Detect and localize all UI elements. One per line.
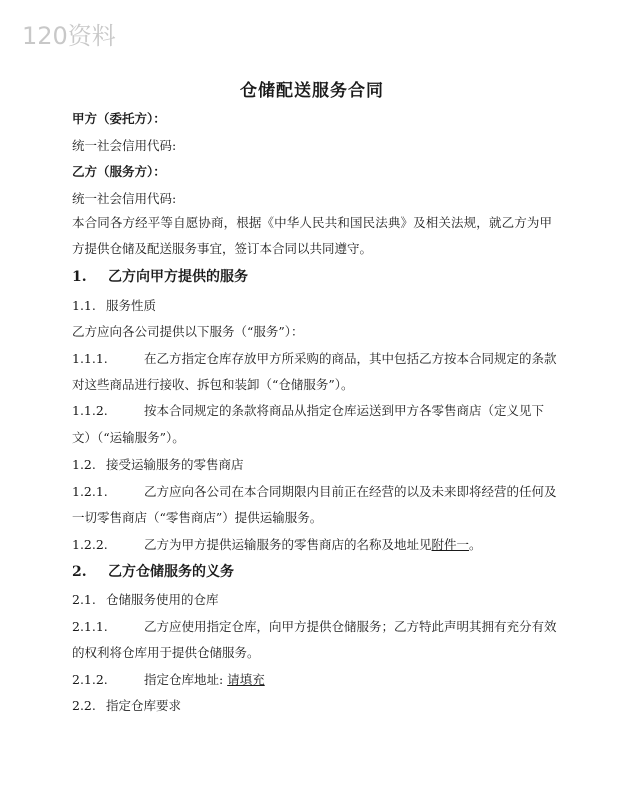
section-1-title: 乙方向甲方提供的服务 xyxy=(108,269,248,285)
clause-1-1-2-number: 1.1.2. xyxy=(72,403,108,418)
clause-1-2-number: 1.2. xyxy=(72,457,96,472)
party-a-label: 甲方（委托方）： xyxy=(72,111,166,126)
clause-1-2-2 xyxy=(72,534,482,556)
clause-2-1-1-line1 xyxy=(72,616,557,638)
clause-2-1-1-text-a: 乙方应使用指定仓库，向甲方提供仓储服务；乙方特此声明其拥有充分有效 xyxy=(144,619,557,634)
clause-1-1 xyxy=(72,295,156,317)
clause-1-2-1-number: 1.2.1. xyxy=(72,484,108,499)
clause-2-2 xyxy=(72,695,181,717)
clause-1-1-1-text-a: 在乙方指定仓库存放甲方所采购的商品，其中包括乙方按本合同规定的条款 xyxy=(144,351,557,366)
clause-1-1-number: 1.1. xyxy=(72,298,96,313)
party-a-credit-code: 统一社会信用代码: xyxy=(72,138,177,153)
clause-2-1-2-text: 指定仓库地址: xyxy=(144,672,224,687)
clause-1-1-title: 服务性质 xyxy=(106,298,157,313)
clause-1-1-1-text-b: 对这些商品进行接收、拆包和装卸（“仓储服务”）。 xyxy=(72,377,354,392)
section-1-heading xyxy=(72,266,248,288)
clause-2-1-1-text-b: 的权利将仓库用于提供仓储服务。 xyxy=(72,645,260,660)
clause-2-1-2 xyxy=(72,669,265,691)
appendix-1-link[interactable]: 附件一 xyxy=(431,537,470,552)
party-b-credit-code: 统一社会信用代码: xyxy=(72,191,177,206)
clause-1-1-1-number: 1.1.1. xyxy=(72,351,108,366)
clause-1-2-1-line1 xyxy=(72,481,557,503)
page-title: 仓储配送服务合同 xyxy=(240,81,384,101)
intro-paragraph: 本合同各方经平等自愿协商，根据《中华人民共和国民法典》及相关法规，就乙方为甲方提供仓储及配送服务事宜，签订本合同以共同遵守。 xyxy=(72,215,552,256)
clause-2-1-title: 仓储服务使用的仓库 xyxy=(106,592,219,607)
section-2-title: 乙方仓储服务的义务 xyxy=(108,564,234,580)
clause-2-1-number: 2.1. xyxy=(72,592,96,607)
section-2-heading xyxy=(72,561,234,583)
clause-1-2-1-text-b: 一切零售商店（“零售商店”）提供运输服务。 xyxy=(72,510,323,525)
section-1-number: 1. xyxy=(72,269,87,285)
clause-1-1-intro: 乙方应向各公司提供以下服务（“服务”）： xyxy=(72,324,304,339)
clause-1-2-2-end: 。 xyxy=(469,537,482,552)
clause-2-2-title: 指定仓库要求 xyxy=(106,698,182,713)
clause-1-2-2-text: 乙方为甲方提供运输服务的零售商店的名称及地址见 xyxy=(144,537,432,552)
clause-1-2-title: 接受运输服务的零售商店 xyxy=(106,457,244,472)
clause-1-2-1-text-a: 乙方应向各公司在本合同期限内目前正在经营的以及未来即将经营的任何及 xyxy=(144,484,557,499)
warehouse-address-fill[interactable]: 请填充 xyxy=(227,672,265,687)
party-b-label: 乙方（服务方）： xyxy=(72,164,166,179)
clause-2-1-1-number: 2.1.1. xyxy=(72,619,108,634)
clause-1-1-2-line1 xyxy=(72,400,544,422)
clause-2-1 xyxy=(72,589,219,611)
clause-1-1-2-text-a: 按本合同规定的条款将商品从指定仓库运送到甲方各零售商店（定义见下 xyxy=(144,403,545,418)
clause-2-1-2-number: 2.1.2. xyxy=(72,672,108,687)
clause-1-1-1-line1 xyxy=(72,348,557,370)
clause-1-2-2-number: 1.2.2. xyxy=(72,537,108,552)
clause-1-2 xyxy=(72,454,244,476)
section-2-number: 2. xyxy=(72,564,87,580)
clause-2-2-number: 2.2. xyxy=(72,698,96,713)
clause-1-1-2-text-b: 文）（“运输服务”）。 xyxy=(72,430,185,445)
watermark: 120资料 xyxy=(22,22,116,50)
